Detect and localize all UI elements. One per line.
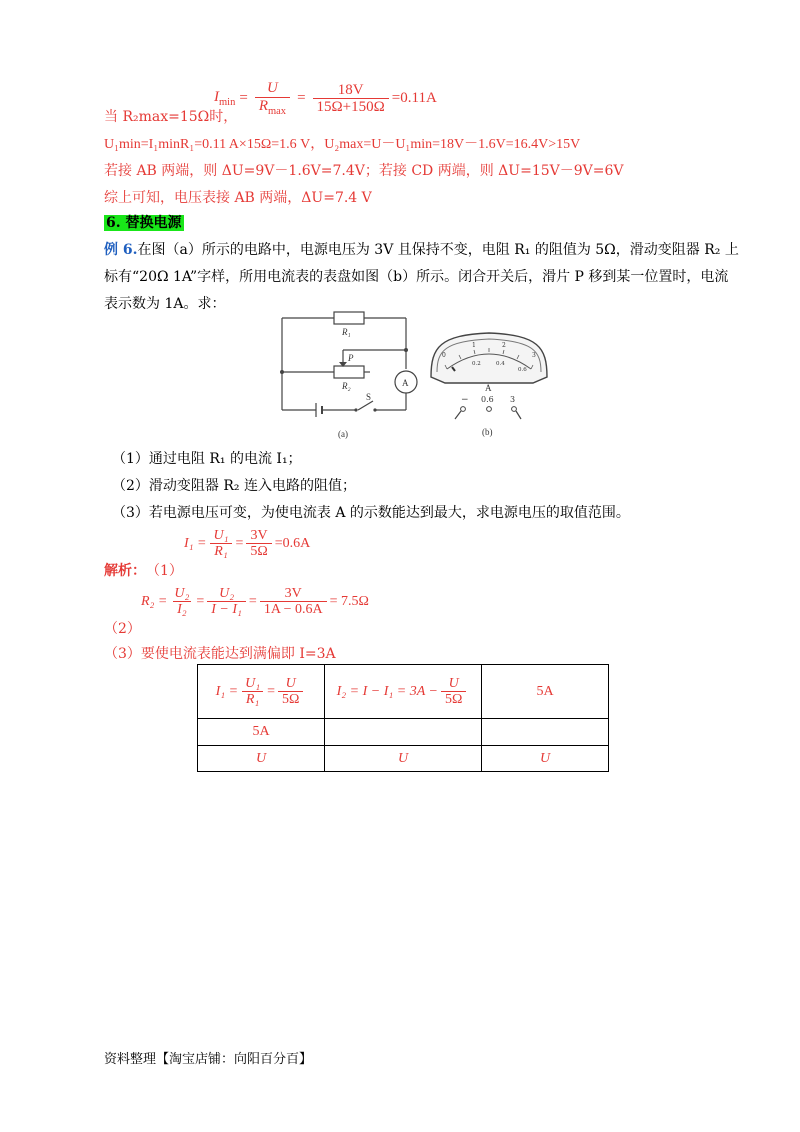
meter-unit-label: A bbox=[485, 383, 492, 393]
r1-label: R₁ bbox=[342, 327, 351, 337]
table-cell-r2c3 bbox=[482, 719, 609, 746]
table-cell-r3c3: U bbox=[482, 746, 609, 772]
table-cell-r1c2: I₂ = I − I₁ = 3A − $\frac{U}{5\Omega}$ bbox=[325, 665, 482, 719]
solution-part3: （3）要使电流表能达到满偏即 I=3A bbox=[104, 646, 336, 662]
caption-a: (a) bbox=[338, 429, 348, 439]
footer-text: 资料整理【淘宝店铺：向阳百分百】 bbox=[104, 1052, 313, 1067]
solution-part1-formula: I₁ = $\frac{\text{U₁}}{\text{R₁}}$ = $\frac{3V}{5\Omega}$ =0.6A bbox=[184, 528, 311, 560]
p-label: P bbox=[348, 353, 354, 363]
svg-text:−: − bbox=[461, 395, 469, 405]
top-formula: $I_{min}$ = $\frac{U}{R_{max}}$ = $\frac{18V}{15\Omega+150\Omega}$ =0.11A bbox=[214, 80, 437, 117]
text-line-u: U₁min=I₁minR₁=0.11 A×15Ω=1.6 V，U₂max=U－U₁min=18V－1.6V=16.4V>15V bbox=[104, 137, 581, 152]
table-cell-r2c1: 5A bbox=[198, 719, 325, 746]
table-cell-r3c1: U bbox=[198, 746, 325, 772]
solution-table bbox=[197, 664, 609, 772]
svg-text:0.6: 0.6 bbox=[481, 395, 494, 404]
s-label: S bbox=[366, 392, 372, 402]
ammeter-label: A bbox=[402, 378, 409, 388]
svg-text:0: 0 bbox=[442, 352, 446, 359]
svg-text:3: 3 bbox=[510, 395, 516, 404]
text-line-ab: 若接 AB 两端，则 ΔU=9V－1.6V=7.4V；若接 CD 两端，则 ΔU=15V－9V=6V bbox=[104, 163, 624, 179]
svg-text:0.6: 0.6 bbox=[518, 367, 527, 373]
ammeter-dial bbox=[428, 327, 550, 440]
example-paragraph: 例 6.在图（a）所示的电路中，电源电压为 3V 且保持不变，电阻 R₁ 的阻值为 5Ω，滑动变阻器 R₂ 上 标有“20Ω 1A”字样，所用电流表的表盘如图（b）所示。闭合开关后，滑片 P 移到某一位置时，电流 表示数为 1A。求： bbox=[104, 242, 739, 312]
r2-label: R₂ bbox=[342, 381, 351, 391]
table-cell-r2c2 bbox=[325, 719, 482, 746]
solution-label: 解析： bbox=[104, 563, 146, 579]
table-cell-r1c3: 5A bbox=[482, 665, 609, 719]
svg-text:0.4: 0.4 bbox=[496, 361, 505, 367]
question-1: （1）通过电阻 R₁ 的电流 I₁； bbox=[112, 451, 302, 467]
svg-text:0.2: 0.2 bbox=[472, 361, 481, 367]
table-cell-r3c2: U bbox=[325, 746, 482, 772]
svg-text:2: 2 bbox=[502, 342, 506, 349]
solution-part1-tag: （1） bbox=[146, 563, 183, 579]
question-2: （2）滑动变阻器 R₂ 连入电路的阻值； bbox=[112, 478, 356, 494]
table-cell-r1c1: I₁ = $\frac{\text{U₁}}{\text{R₁}}$ = $\frac{U}{5\Omega}$ bbox=[198, 665, 325, 719]
circuit-diagram bbox=[278, 305, 428, 440]
solution-part2-formula: R₂ = $\frac{\text{U₂}}{\text{I₂}}$ = $\frac{\text{U₂}}{\text{I − I₁}}$ = $\frac{3V}{1A - 0.6A}$ = 7.5Ω bbox=[141, 586, 369, 618]
text-line-conclusion: 综上可知，电压表接 AB 两端，ΔU=7.4 V bbox=[104, 190, 372, 206]
section-title: 6. 替换电源 bbox=[106, 215, 182, 231]
question-3: （3）若电源电压可变，为使电流表 A 的示数能达到最大，求电源电压的取值范围。 bbox=[112, 505, 630, 521]
svg-text:1: 1 bbox=[472, 342, 476, 349]
solution-part2-tag: （2） bbox=[104, 621, 141, 637]
caption-b: (b) bbox=[482, 427, 493, 437]
svg-text:3: 3 bbox=[532, 352, 536, 359]
text-line-when: 当 R₂max=15Ω时， bbox=[104, 109, 238, 125]
